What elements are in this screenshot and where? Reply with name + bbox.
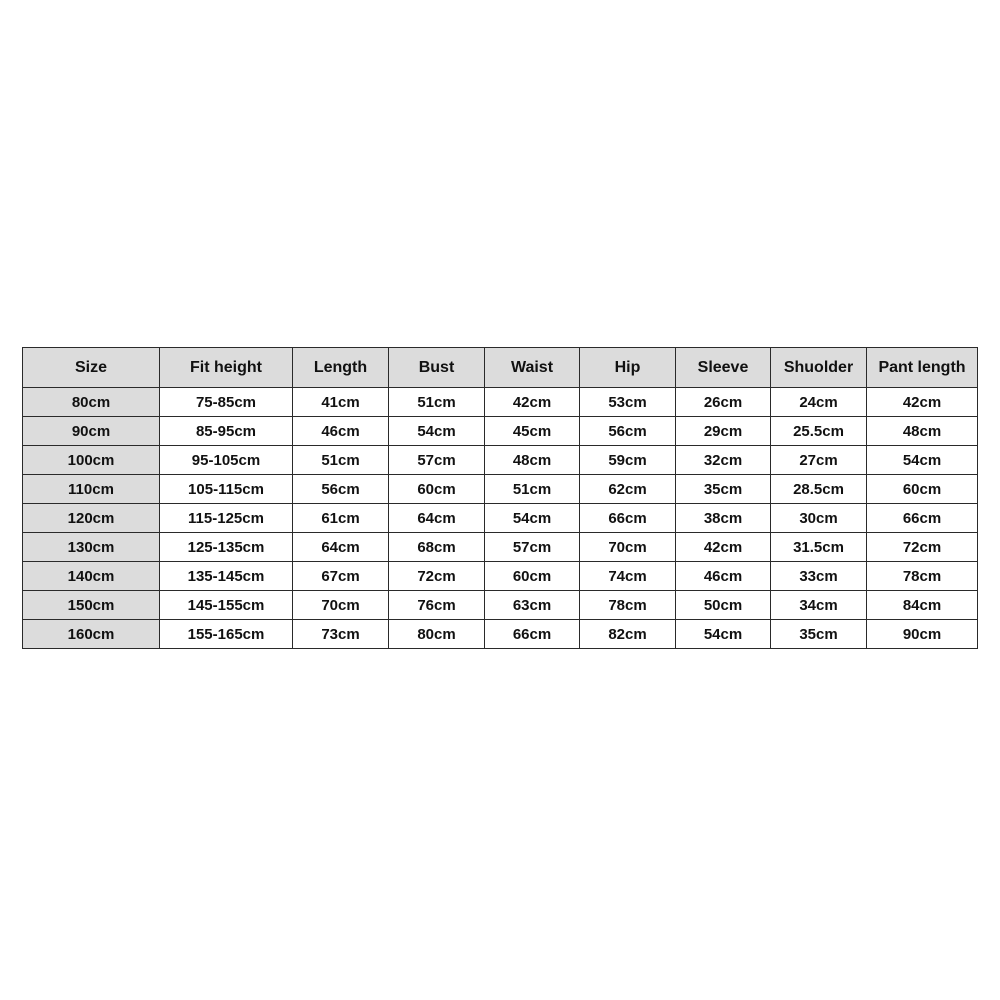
cell-size: 130cm: [23, 533, 160, 562]
cell-waist: 63cm: [485, 591, 580, 620]
cell-pant-length: 42cm: [867, 388, 978, 417]
header-row: [23, 348, 978, 388]
cell-fit-height: 155-165cm: [160, 620, 293, 649]
cell-fit-height: 135-145cm: [160, 562, 293, 591]
cell-sleeve: 50cm: [676, 591, 771, 620]
cell-bust: 76cm: [389, 591, 485, 620]
cell-size: 120cm: [23, 504, 160, 533]
cell-hip: 53cm: [580, 388, 676, 417]
table-row: [23, 504, 978, 533]
cell-sleeve: 54cm: [676, 620, 771, 649]
cell-bust: 64cm: [389, 504, 485, 533]
column-header-bust: Bust: [389, 348, 485, 388]
cell-sleeve: 35cm: [676, 475, 771, 504]
cell-fit-height: 95-105cm: [160, 446, 293, 475]
cell-waist: 54cm: [485, 504, 580, 533]
cell-waist: 60cm: [485, 562, 580, 591]
cell-shoulder: 27cm: [771, 446, 867, 475]
cell-bust: 68cm: [389, 533, 485, 562]
cell-length: 41cm: [293, 388, 389, 417]
cell-bust: 80cm: [389, 620, 485, 649]
cell-sleeve: 38cm: [676, 504, 771, 533]
table-row: [23, 562, 978, 591]
cell-shoulder: 31.5cm: [771, 533, 867, 562]
cell-fit-height: 85-95cm: [160, 417, 293, 446]
cell-hip: 56cm: [580, 417, 676, 446]
table-row: [23, 446, 978, 475]
cell-pant-length: 60cm: [867, 475, 978, 504]
cell-fit-height: 75-85cm: [160, 388, 293, 417]
cell-sleeve: 46cm: [676, 562, 771, 591]
cell-pant-length: 48cm: [867, 417, 978, 446]
cell-length: 70cm: [293, 591, 389, 620]
cell-length: 64cm: [293, 533, 389, 562]
column-header-shoulder: Shuolder: [771, 348, 867, 388]
cell-hip: 59cm: [580, 446, 676, 475]
cell-size: 110cm: [23, 475, 160, 504]
cell-length: 61cm: [293, 504, 389, 533]
column-header-waist: Waist: [485, 348, 580, 388]
cell-pant-length: 90cm: [867, 620, 978, 649]
cell-shoulder: 30cm: [771, 504, 867, 533]
cell-pant-length: 72cm: [867, 533, 978, 562]
table-body: [23, 388, 978, 649]
cell-bust: 54cm: [389, 417, 485, 446]
table-header: [23, 348, 978, 388]
cell-pant-length: 66cm: [867, 504, 978, 533]
table-row: [23, 417, 978, 446]
cell-shoulder: 34cm: [771, 591, 867, 620]
cell-length: 67cm: [293, 562, 389, 591]
cell-shoulder: 25.5cm: [771, 417, 867, 446]
cell-pant-length: 78cm: [867, 562, 978, 591]
cell-shoulder: 24cm: [771, 388, 867, 417]
cell-size: 150cm: [23, 591, 160, 620]
table-row: [23, 475, 978, 504]
column-header-sleeve: Sleeve: [676, 348, 771, 388]
column-header-fit-height: Fit height: [160, 348, 293, 388]
cell-length: 51cm: [293, 446, 389, 475]
cell-bust: 51cm: [389, 388, 485, 417]
cell-sleeve: 42cm: [676, 533, 771, 562]
cell-sleeve: 32cm: [676, 446, 771, 475]
cell-waist: 57cm: [485, 533, 580, 562]
cell-waist: 66cm: [485, 620, 580, 649]
cell-size: 100cm: [23, 446, 160, 475]
cell-fit-height: 105-115cm: [160, 475, 293, 504]
cell-size: 90cm: [23, 417, 160, 446]
cell-hip: 70cm: [580, 533, 676, 562]
table-row: [23, 533, 978, 562]
cell-bust: 57cm: [389, 446, 485, 475]
cell-sleeve: 26cm: [676, 388, 771, 417]
cell-bust: 60cm: [389, 475, 485, 504]
cell-fit-height: 145-155cm: [160, 591, 293, 620]
cell-size: 140cm: [23, 562, 160, 591]
cell-fit-height: 125-135cm: [160, 533, 293, 562]
cell-bust: 72cm: [389, 562, 485, 591]
cell-size: 160cm: [23, 620, 160, 649]
column-header-length: Length: [293, 348, 389, 388]
cell-size: 80cm: [23, 388, 160, 417]
column-header-hip: Hip: [580, 348, 676, 388]
cell-length: 56cm: [293, 475, 389, 504]
table-row: [23, 620, 978, 649]
cell-waist: 45cm: [485, 417, 580, 446]
cell-sleeve: 29cm: [676, 417, 771, 446]
cell-shoulder: 33cm: [771, 562, 867, 591]
cell-hip: 62cm: [580, 475, 676, 504]
cell-hip: 74cm: [580, 562, 676, 591]
cell-waist: 42cm: [485, 388, 580, 417]
column-header-pant-length: Pant length: [867, 348, 978, 388]
cell-hip: 78cm: [580, 591, 676, 620]
cell-hip: 66cm: [580, 504, 676, 533]
cell-shoulder: 28.5cm: [771, 475, 867, 504]
cell-length: 46cm: [293, 417, 389, 446]
table-row: [23, 591, 978, 620]
cell-waist: 48cm: [485, 446, 580, 475]
cell-waist: 51cm: [485, 475, 580, 504]
column-header-size: Size: [23, 348, 160, 388]
table-row: [23, 388, 978, 417]
size-chart-table: [22, 347, 978, 649]
cell-shoulder: 35cm: [771, 620, 867, 649]
cell-hip: 82cm: [580, 620, 676, 649]
cell-fit-height: 115-125cm: [160, 504, 293, 533]
cell-pant-length: 84cm: [867, 591, 978, 620]
cell-length: 73cm: [293, 620, 389, 649]
cell-pant-length: 54cm: [867, 446, 978, 475]
